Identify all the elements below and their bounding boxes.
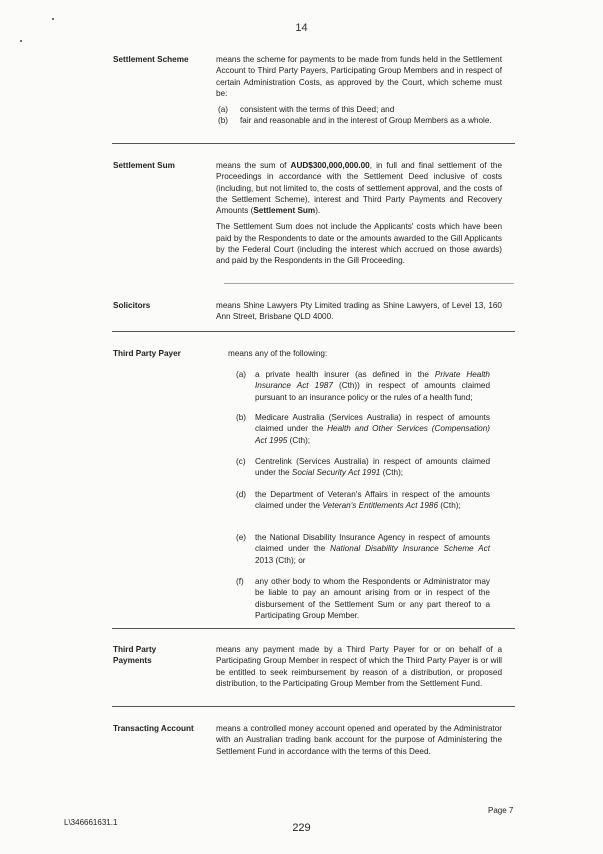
list-item: (c) Centrelink (Services Australia) in respect of amounts claimed under the Social Security Act 1991 (Cth); — [236, 457, 490, 478]
scan-speck — [52, 18, 54, 20]
term-third-party-payer: Third Party Payer — [113, 349, 181, 358]
definition-intro: means any of the following: — [228, 349, 328, 358]
list-item: (b) fair and reasonable and in the interest of Group Members as a whole. — [218, 116, 492, 126]
list-item: (f) any other body to whom the Respondents or Administrator may be liable to pay an amount arising from or in respect of the disbursement of the Settlement Sum or any part thereof to a Participating Group Member. — [236, 577, 490, 620]
list-item: (a) a private health insurer (as defined in the Private Health Insurance Act 1987 (Cth)) in respect of amounts claimed pursuant to an insurance policy or the rules of a health fund; — [236, 370, 490, 402]
scan-speck — [20, 40, 22, 42]
section-divider — [112, 628, 515, 629]
term-third-party-payments: Third Party Payments — [113, 645, 157, 665]
term-settlement-sum: Settlement Sum — [113, 161, 175, 170]
section-divider — [112, 706, 515, 707]
list-item: (b) Medicare Australia (Services Australia) in respect of amounts claimed under the Health and Other Services (Compensation) Act 1995 (Cth); — [236, 413, 491, 445]
list-item: (e) the National Disability Insurance Agency in respect of amounts claimed under the National Disability Insurance Scheme Act 2013 (Cth); or — [236, 533, 490, 565]
document-reference: L\346661631.1 — [64, 818, 118, 827]
term-settlement-scheme: Settlement Scheme — [113, 55, 189, 64]
definition-text: means a controlled money account opened and operated by the Administrator with an Australian trading bank account for the purpose of Administering the Settlement Fund in accordance with the terms of this Deed. — [216, 724, 502, 756]
definition-text: means Shine Lawyers Pty Limited trading as Shine Lawyers, of Level 13, 160 Ann Street, Brisbane QLD 4000. — [216, 301, 502, 322]
section-divider — [112, 143, 515, 144]
section-divider — [112, 331, 515, 332]
definition-settlement-scheme — [216, 54, 502, 127]
term-solicitors: Solicitors — [113, 301, 151, 310]
definition-solicitors — [216, 300, 502, 328]
bottom-page-number: 229 — [292, 822, 311, 834]
list-item: (a) consistent with the terms of this Deed; and — [218, 105, 395, 115]
definition-text: means the sum of AUD$300,000,000.00, in full and final settlement of the Proceedings in accordance with the Settlement Deed inclusive of costs (including, but not limited to, the costs of settlement approval, and the costs of the Settlement Scheme), interest and Third Party Payments and Recovery Amounts (Settlement Sum). — [216, 161, 502, 216]
definition-third-party-payments — [216, 644, 502, 694]
section-divider — [224, 283, 514, 284]
definition-text: The Settlement Sum does not include the Applicants' costs which have been paid by the Respondents to date or the amounts awarded to the Gill Applicants by the Federal Court (including the interest which accrued on those awards) and paid by the Respondents in the Gill Proceeding. — [216, 222, 502, 266]
page-number: 14 — [295, 22, 308, 34]
term-transacting-account: Transacting Account — [113, 724, 194, 733]
definition-text: means the scheme for payments to be made from funds held in the Settlement Account to Third Party Payers, Participating Group Members and in respect of certain Administration Costs, as approved by the Court, which scheme must be: — [216, 55, 502, 98]
definition-text: means any payment made by a Third Party Payer for or on behalf of a Participating Group Member in respect of which the Third Party Payer is or will be entitled to seek reimbursement by reason of a distribution, or proposed distribution, to the Participating Group Member from the Settlement Fund. — [216, 645, 502, 688]
definition-settlement-sum — [216, 160, 502, 272]
list-item: (d) the Department of Veteran's Affairs in respect of the amounts claimed under the Veteran's Entitlements Act 1986 (Cth); — [236, 490, 490, 511]
sub-list — [216, 104, 502, 127]
page-label: Page 7 — [488, 806, 514, 815]
definition-transacting-account — [216, 723, 502, 762]
